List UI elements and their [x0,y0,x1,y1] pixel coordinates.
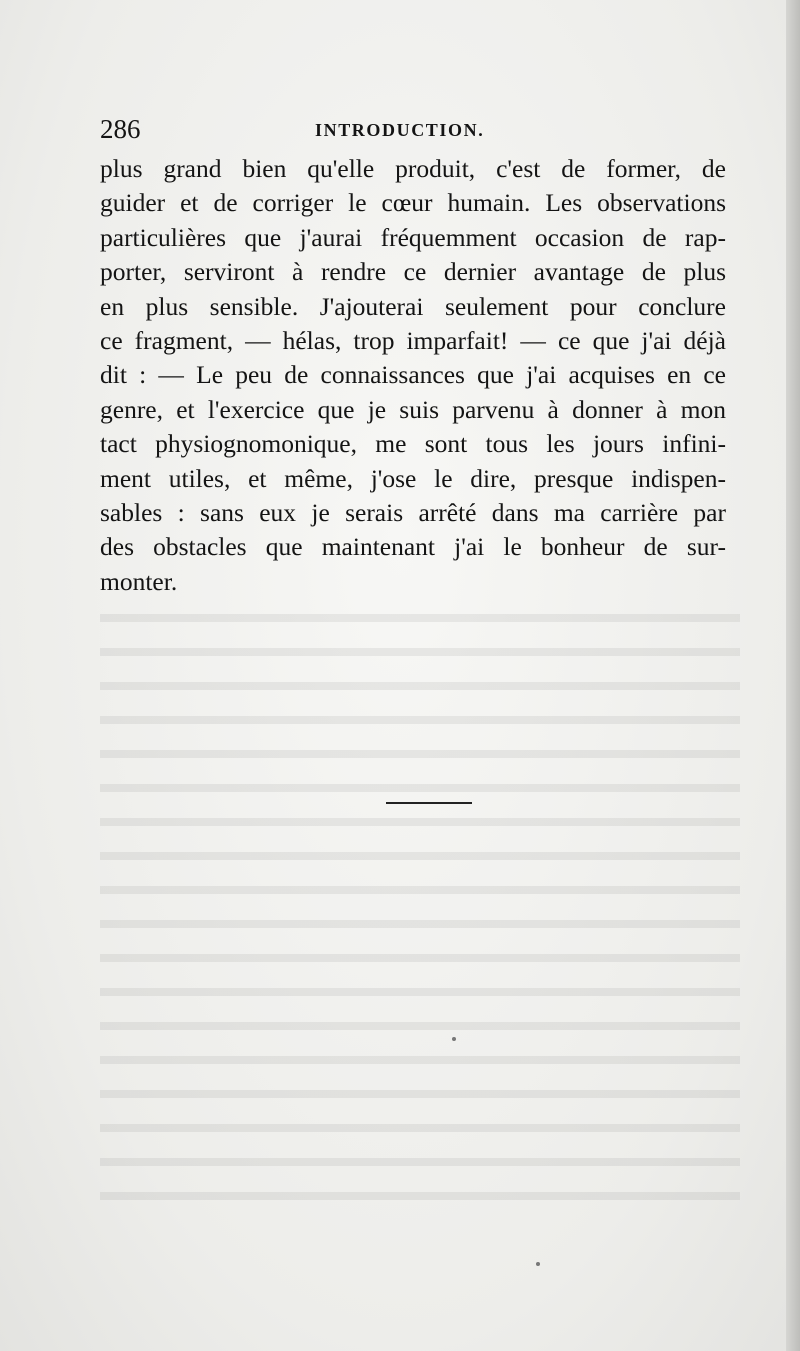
body-paragraph [100,152,726,599]
page-number: 286 [100,114,141,144]
text-line: monter. [100,566,178,596]
text-line: porter, serviront à rendre ce dernier avantage de plus [100,257,726,287]
section-rule [386,802,472,804]
text-line: genre, et l'exercice que je suis parvenu à donner à mon [100,394,726,424]
text-line: ce fragment, — hélas, trop imparfait! — ce que j'ai déjà [100,326,726,356]
text-line: dit : — Le peu de connaissances que j'ai acquises en ce [100,360,726,390]
text-line: particulières que j'aurai fréquemment occasion de rap- [100,222,726,252]
text-line: ment utiles, et même, j'ose le dire, presque indispen- [100,463,726,493]
text-line: sables : sans eux je serais arrêté dans ma carrière par [100,498,726,528]
text-line: plus grand bien qu'elle produit, c'est de former, de [100,154,726,183]
text-line: des obstacles que maintenant j'ai le bonheur de sur- [100,532,726,562]
text-line: guider et de corriger le cœur humain. Les observations [100,188,726,218]
running-head: INTRODUCTION. [315,120,485,140]
text-line: en plus sensible. J'ajouterai seulement pour conclure [100,291,726,321]
page-edge-shadow [786,0,800,1351]
page-header [100,112,720,146]
paper-speck [452,1037,456,1041]
paper-speck [536,1262,540,1266]
show-through-text [100,600,740,1220]
text-line: tact physiognomonique, me sont tous les jours infini- [100,429,726,459]
